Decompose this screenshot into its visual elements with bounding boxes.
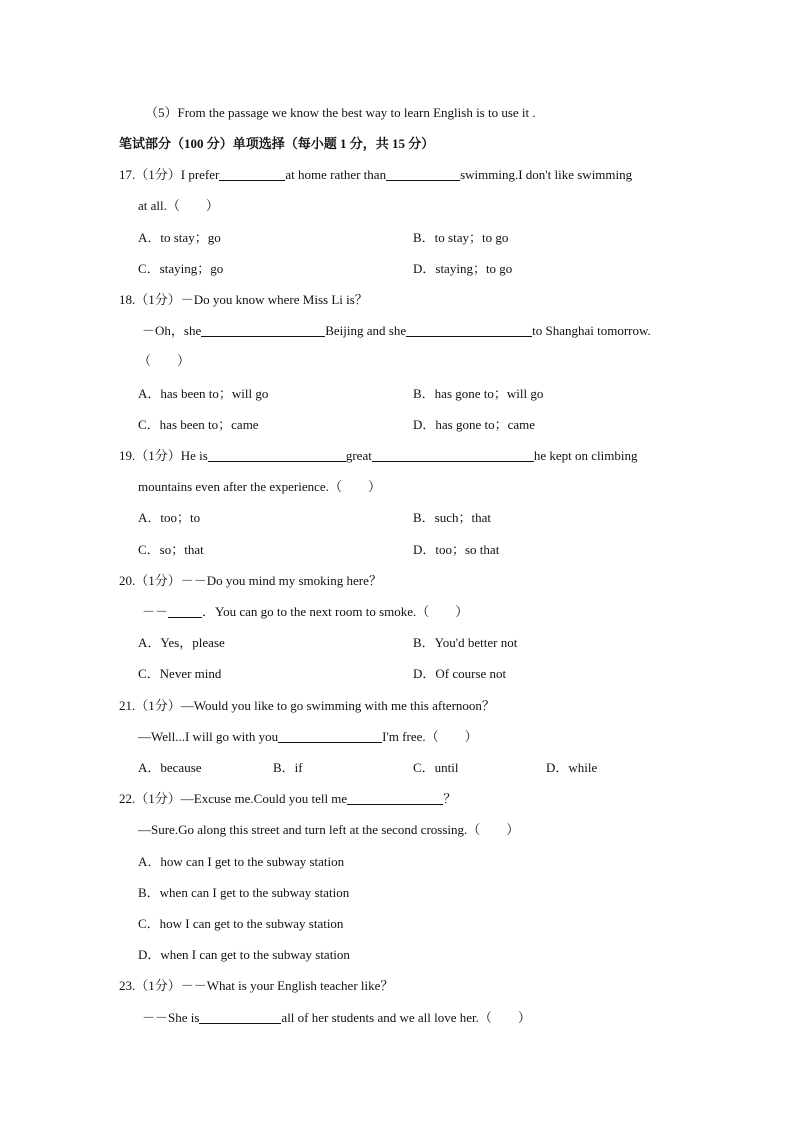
question-17-line1	[119, 167, 632, 183]
question-20-line2	[142, 604, 468, 620]
q22-option-d[interactable]: D．when I can get to the subway station	[138, 947, 350, 962]
q17-blank-2[interactable]	[386, 168, 460, 181]
q22-option-a[interactable]: A．how can I get to the subway station	[138, 854, 345, 869]
q17-mid: at home rather than	[285, 167, 387, 182]
q20-prefix: －－	[142, 604, 169, 619]
q19-tail: he kept on climbing	[533, 448, 638, 463]
q21-blank[interactable]	[278, 730, 382, 743]
q20-option-a[interactable]: A．Yes，please	[138, 635, 225, 650]
q19-mid: great	[345, 448, 372, 463]
question-22-line1	[119, 791, 456, 807]
q20-option-b[interactable]: B．You'd better not	[413, 635, 518, 650]
q17-prefix: 17.（1分）I prefer	[119, 167, 220, 182]
q18-option-b[interactable]: B．has gone to；will go	[413, 386, 544, 401]
q21-option-b[interactable]: B．if	[273, 760, 303, 775]
q19-option-b[interactable]: B．such；that	[413, 510, 491, 525]
question-21-line2	[138, 729, 478, 745]
q19-blank-1[interactable]	[208, 449, 346, 462]
q22-blank[interactable]	[347, 792, 443, 805]
q18-blank-1[interactable]	[201, 324, 325, 337]
q22-option-b[interactable]: B．when can I get to the subway station	[138, 885, 350, 900]
q17-option-c[interactable]: C．staying；go	[138, 261, 224, 276]
intro-line: （5）From the passage we know the best way to learn English is to use it .	[145, 105, 536, 120]
question-23-line1: 23.（1分）－－What is your English teacher like？	[119, 978, 394, 993]
question-19-line1	[119, 448, 637, 464]
q21-prefix: —Well...I will go with you	[138, 729, 279, 744]
q20-blank[interactable]	[168, 605, 202, 618]
q20-option-c[interactable]: C．Never mind	[138, 666, 222, 681]
q22-option-c[interactable]: C．how I can get to the subway station	[138, 916, 344, 931]
q22-prefix: 22.（1分）—Excuse me.Could you tell me	[119, 791, 348, 806]
q18-option-c[interactable]: C．has been to；came	[138, 417, 259, 432]
q18-prefix: －Oh，she	[142, 323, 202, 338]
q22-tail: ？	[443, 791, 457, 806]
question-17-line2: at all.（ ）	[138, 198, 219, 213]
q17-option-a[interactable]: A．to stay；go	[138, 230, 221, 245]
question-18-line2	[142, 323, 651, 339]
q21-option-d[interactable]: D．while	[546, 760, 598, 775]
q21-tail: I'm free.（ ）	[382, 729, 478, 744]
q23-tail: all of her students and we all love her.（ ）	[281, 1010, 531, 1025]
q21-option-c[interactable]: C．until	[413, 760, 459, 775]
q19-prefix: 19.（1分）He is	[119, 448, 208, 463]
q17-option-b[interactable]: B．to stay；to go	[413, 230, 509, 245]
q19-option-c[interactable]: C．so；that	[138, 542, 204, 557]
question-18-paren: （ ）	[138, 353, 191, 368]
q17-option-d[interactable]: D．staying；to go	[413, 261, 513, 276]
question-21-line1: 21.（1分）—Would you like to go swimming with me this afternoon？	[119, 698, 495, 713]
question-18-line1: 18.（1分）－Do you know where Miss Li is？	[119, 292, 368, 307]
q19-blank-2[interactable]	[372, 449, 534, 462]
q17-blank-1[interactable]	[219, 168, 285, 181]
q19-option-a[interactable]: A．too；to	[138, 510, 201, 525]
q18-option-a[interactable]: A．has been to；will go	[138, 386, 269, 401]
q18-tail: to Shanghai tomorrow.	[532, 323, 651, 338]
q23-prefix: －－She is	[142, 1010, 200, 1025]
q18-mid: Beijing and she	[325, 323, 407, 338]
q19-option-d[interactable]: D．too；so that	[413, 542, 500, 557]
question-20-line1: 20.（1分）－－Do you mind my smoking here？	[119, 573, 382, 588]
q18-blank-2[interactable]	[406, 324, 532, 337]
question-22-line2: —Sure.Go along this street and turn left at the second crossing.（ ）	[138, 822, 520, 837]
q20-tail: ．You can go to the next room to smoke.（ ）	[202, 604, 469, 619]
q20-option-d[interactable]: D．Of course not	[413, 666, 507, 681]
q23-blank[interactable]	[199, 1011, 281, 1024]
section-heading: 笔试部分（100 分）单项选择（每小题 1 分，共 15 分）	[119, 136, 435, 151]
q17-tail: swimming.I don't like swimming	[460, 167, 633, 182]
q21-option-a[interactable]: A．because	[138, 760, 202, 775]
question-19-line2: mountains even after the experience.（ ）	[138, 479, 381, 494]
question-23-line2	[142, 1010, 531, 1026]
q18-option-d[interactable]: D．has gone to；came	[413, 417, 536, 432]
